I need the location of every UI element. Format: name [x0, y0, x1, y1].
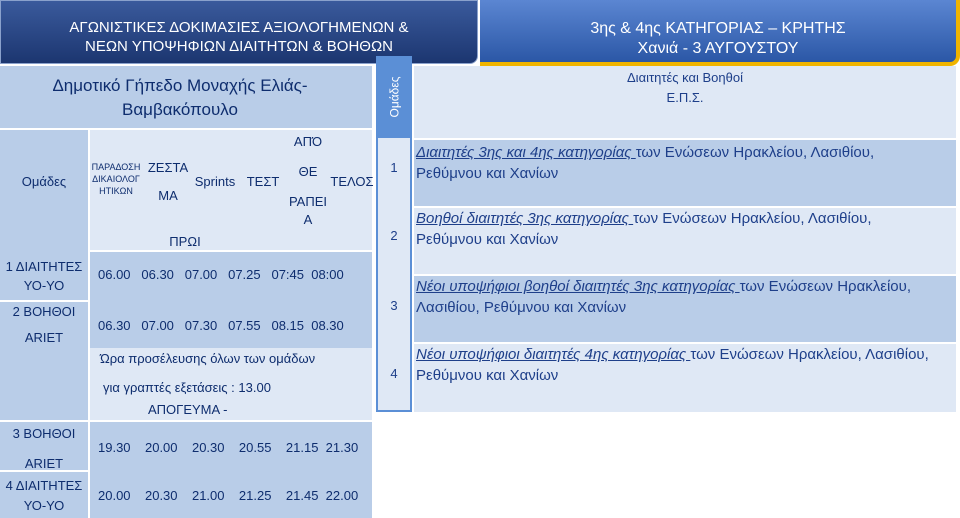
col-reps-l3: ΡΑΠΕΙ: [288, 194, 328, 209]
venue-line2: Βαμβακόπουλο: [121, 100, 238, 119]
morning-times-row-1: 06.00 06.30 07.00 07.25 07:45 08:00: [98, 267, 344, 282]
right-table: [414, 66, 956, 412]
group-1-line1: 1 ΔΙΑΙΤΗΤΕΣ: [5, 259, 83, 274]
group-number-1: 1: [390, 160, 398, 175]
right-header-title-line2: Χανιά - 3 ΑΥΓΟΥΣΤΟΥ: [637, 40, 799, 57]
right-row-1: [414, 140, 956, 206]
venue-line1: Δημοτικό Γήπεδο Μοναχής Ελιάς-: [52, 76, 308, 95]
col-warmup-l1: ΖΕΣΤΑ: [147, 160, 189, 175]
right-row-2: [414, 208, 956, 274]
right-row-3-text: Νέοι υποψήφιοι βοηθοί διαιτητές 3ης κατηγορίας των Ενώσεων Ηρακλείου, Λασιθίου, Ρεθύμνου και Χανίων: [416, 278, 911, 316]
group-4-line2: ΥΟ-ΥΟ: [23, 498, 65, 513]
groups-header: Ομάδες: [21, 174, 67, 189]
group-2-line1: 2 ΒΟΗΘΟΙ: [12, 304, 76, 319]
group-number-2: 2: [390, 228, 398, 243]
afternoon-label: ΑΠΟΓΕΥΜΑ -: [148, 402, 228, 417]
group-4-line1: 4 ΔΙΑΙΤΗΤΕΣ: [5, 478, 83, 493]
right-row-3: [414, 276, 956, 342]
left-header-banner: [0, 0, 478, 64]
col-reps-l1: ΑΠΌ: [293, 134, 323, 149]
afternoon-times-row-1: 19.30 20.00 20.30 20.55 21.15 21.30: [98, 440, 359, 455]
morning-times-row-2: 06.30 07.00 07.30 07.55 08.15 08.30: [98, 318, 344, 333]
afternoon-times-row-2: 20.00 20.30 21.00 21.25 21.45 22.00: [98, 488, 359, 503]
col-end: ΤΕΛΟΣ: [330, 174, 374, 189]
group-numbers-column: [376, 56, 412, 412]
col-arrival-l2: ΔΙΚΑΙΟΛΟΓ: [92, 174, 140, 184]
col-reps-l2: ΘΕ: [298, 164, 318, 179]
group-2-line2: ARIET: [24, 330, 64, 345]
afternoon-block: [90, 422, 372, 518]
schedule-table: [0, 66, 372, 518]
col-reps-l4: Α: [303, 212, 313, 227]
right-header-title-line1: 3ης & 4ης ΚΑΤΗΓΟΡΙΑΣ – ΚΡΗΤΗΣ: [590, 20, 846, 37]
right-table-header-line2: Ε.Π.Σ.: [666, 90, 704, 105]
col-sprints: Sprints: [194, 174, 236, 189]
col-warmup-l2: ΜΑ: [158, 188, 178, 203]
right-table-header-line1: Διαιτητές και Βοηθοί: [627, 70, 743, 85]
right-table-header: [414, 66, 956, 138]
left-header-title-line1: ΑΓΩΝΙΣΤΙΚΕΣ ΔΟΚΙΜΑΣΙΕΣ ΑΞΙΟΛΟΓΗΜΕΝΩΝ &: [69, 19, 409, 36]
left-header-title-line2: ΝΕΩΝ ΥΠΟΨΗΦΙΩΝ ΔΙΑΙΤΗΤΩΝ & ΒΟΗΘΩΝ: [84, 38, 394, 55]
written-exam-note: για γραπτές εξετάσεις : 13.00: [103, 380, 271, 395]
group-number-3: 3: [390, 298, 398, 313]
col-arrival-l1: ΠΑΡΑΔΟΣΗ: [91, 162, 141, 172]
col-arrival-l3: ΗΤΙΚΩΝ: [99, 186, 133, 196]
groups-vertical-label: Ομάδες: [387, 76, 401, 118]
group-3-line2: ARIET: [24, 456, 64, 471]
right-row-4: [414, 344, 956, 412]
col-test: ΤΕΣΤ: [246, 174, 280, 189]
right-row-1-text: Διαιτητές 3ης και 4ης κατηγορίας των Ενώσεων Ηρακλείου, Λασιθίου, Ρεθύμνου και Χανίων: [416, 144, 875, 182]
right-header-banner: [480, 0, 960, 66]
venue-banner: [0, 66, 372, 128]
group-number-4: 4: [390, 366, 398, 381]
morning-label: ΠΡΩΙ: [169, 234, 201, 249]
right-row-2-text: Βοηθοί διαιτητές 3ης κατηγορίας των Ενώσεων Ηρακλείου, Λασιθίου, Ρεθύμνου και Χανίων: [416, 210, 872, 248]
group-3-line1: 3 ΒΟΗΘΟΙ: [12, 426, 76, 441]
right-row-4-text: Νέοι υποψήφιοι διαιτητές 4ης κατηγορίας των Ενώσεων Ηρακλείου, Λασιθίου, Ρεθύμνου και Χανίων: [416, 346, 929, 384]
arrival-note: Ώρα προσέλευσης όλων των ομάδων: [100, 351, 316, 366]
group-1-line2: ΥΟ-ΥΟ: [23, 278, 65, 293]
